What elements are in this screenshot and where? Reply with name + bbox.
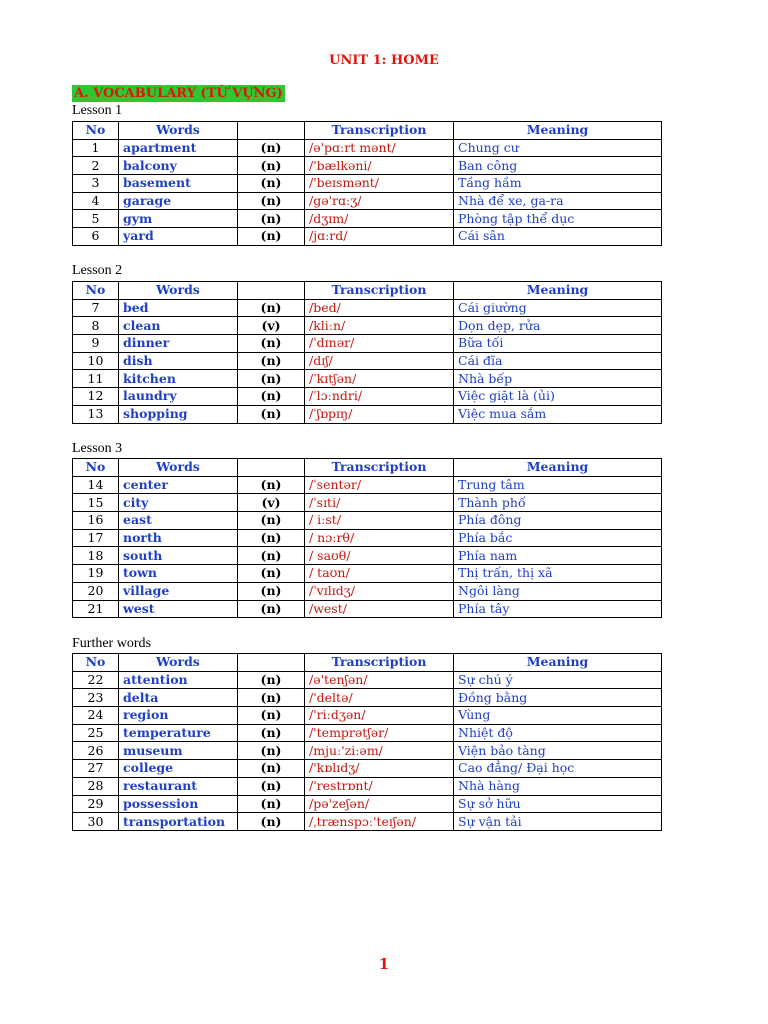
table-row (73, 335, 662, 353)
cell-part-of-speech: (n) (238, 157, 305, 175)
cell-transcription: /ˈdɪnər/ (305, 335, 454, 353)
cell-transcription: /bed/ (305, 299, 454, 317)
table-row (73, 582, 662, 600)
cell-transcription: /ˌtrænspɔː'teɪʃən/ (305, 813, 454, 831)
table-row (73, 139, 662, 157)
cell-transcription: /'kɒlɪdʒ/ (305, 760, 454, 778)
cell-word: museum (119, 742, 238, 760)
cell-word: south (119, 547, 238, 565)
cell-word: center (119, 476, 238, 494)
cell-part-of-speech: (n) (238, 689, 305, 707)
cell-word: north (119, 529, 238, 547)
cell-word: temperature (119, 724, 238, 742)
cell-part-of-speech: (n) (238, 724, 305, 742)
cell-meaning: Trung tâm (454, 476, 662, 494)
header-transcription: Transcription (305, 282, 454, 300)
cell-word: delta (119, 689, 238, 707)
cell-number: 11 (73, 370, 119, 388)
table-row (73, 192, 662, 210)
cell-part-of-speech: (n) (238, 565, 305, 583)
table-row (73, 760, 662, 778)
cell-transcription: /'deltə/ (305, 689, 454, 707)
cell-transcription: /ˈlɔːndri/ (305, 388, 454, 406)
table-row (73, 600, 662, 618)
cell-word: village (119, 582, 238, 600)
cell-word: laundry (119, 388, 238, 406)
cell-part-of-speech: (n) (238, 476, 305, 494)
cell-meaning: Sự sở hữu (454, 795, 662, 813)
cell-word: gym (119, 210, 238, 228)
cell-meaning: Nhà bếp (454, 370, 662, 388)
cell-number: 23 (73, 689, 119, 707)
table-row (73, 405, 662, 423)
cell-word: east (119, 512, 238, 530)
cell-transcription: /dʒɪm/ (305, 210, 454, 228)
cell-word: garage (119, 192, 238, 210)
lesson-label: Lesson 2 (72, 263, 123, 278)
table-row (73, 494, 662, 512)
header-pos (238, 282, 305, 300)
cell-number: 30 (73, 813, 119, 831)
table-row (73, 388, 662, 406)
header-no: No (73, 654, 119, 672)
cell-number: 22 (73, 671, 119, 689)
table-header-row (73, 654, 662, 672)
cell-word: balcony (119, 157, 238, 175)
cell-word: transportation (119, 813, 238, 831)
cell-part-of-speech: (v) (238, 494, 305, 512)
cell-meaning: Phòng tập thể dục (454, 210, 662, 228)
cell-meaning: Cao đẳng/ Đại học (454, 760, 662, 778)
cell-transcription: /'beɪsmənt/ (305, 175, 454, 193)
cell-part-of-speech: (v) (238, 317, 305, 335)
header-pos (238, 654, 305, 672)
cell-transcription: /gə'rɑːʒ/ (305, 192, 454, 210)
cell-word: west (119, 600, 238, 618)
header-meaning: Meaning (454, 122, 662, 140)
cell-meaning: Phía bắc (454, 529, 662, 547)
vocabulary-table (72, 281, 662, 424)
header-pos (238, 459, 305, 477)
header-no: No (73, 459, 119, 477)
cell-meaning: Ban công (454, 157, 662, 175)
table-row (73, 671, 662, 689)
cell-word: dish (119, 352, 238, 370)
table-row (73, 724, 662, 742)
cell-number: 3 (73, 175, 119, 193)
cell-part-of-speech: (n) (238, 352, 305, 370)
cell-number: 19 (73, 565, 119, 583)
cell-part-of-speech: (n) (238, 192, 305, 210)
cell-number: 25 (73, 724, 119, 742)
header-words: Words (119, 654, 238, 672)
table-row (73, 512, 662, 530)
cell-number: 6 (73, 228, 119, 246)
header-transcription: Transcription (305, 654, 454, 672)
cell-part-of-speech: (n) (238, 547, 305, 565)
lesson-label: Lesson 3 (72, 441, 123, 456)
cell-transcription: / taʊn/ (305, 565, 454, 583)
cell-transcription: /mjuː'ziːəm/ (305, 742, 454, 760)
cell-transcription: /'restrɒnt/ (305, 777, 454, 795)
header-transcription: Transcription (305, 459, 454, 477)
vocabulary-table (72, 653, 662, 831)
cell-meaning: Vùng (454, 707, 662, 725)
cell-word: basement (119, 175, 238, 193)
cell-meaning: Chung cư (454, 139, 662, 157)
header-words: Words (119, 282, 238, 300)
cell-meaning: Viện bảo tàng (454, 742, 662, 760)
cell-meaning: Đồng bằng (454, 689, 662, 707)
table-row (73, 565, 662, 583)
cell-word: shopping (119, 405, 238, 423)
cell-transcription: /'bælkəni/ (305, 157, 454, 175)
cell-number: 27 (73, 760, 119, 778)
cell-part-of-speech: (n) (238, 405, 305, 423)
cell-number: 17 (73, 529, 119, 547)
cell-transcription: /kliːn/ (305, 317, 454, 335)
vocabulary-heading: A. VOCABULARY (TỪ VỰNG) (74, 86, 283, 101)
cell-number: 29 (73, 795, 119, 813)
table-row (73, 352, 662, 370)
cell-part-of-speech: (n) (238, 529, 305, 547)
cell-transcription: /ˈsɪti/ (305, 494, 454, 512)
cell-word: bed (119, 299, 238, 317)
cell-part-of-speech: (n) (238, 139, 305, 157)
cell-number: 7 (73, 299, 119, 317)
cell-transcription: /dɪʃ/ (305, 352, 454, 370)
cell-part-of-speech: (n) (238, 777, 305, 795)
cell-number: 14 (73, 476, 119, 494)
cell-meaning: Ngôi làng (454, 582, 662, 600)
vocabulary-table (72, 121, 662, 246)
cell-word: attention (119, 671, 238, 689)
page-number: 1 (378, 955, 390, 973)
cell-transcription: /pə'zeʃən/ (305, 795, 454, 813)
table-row (73, 157, 662, 175)
cell-meaning: Thành phố (454, 494, 662, 512)
cell-transcription: /ˈsentər/ (305, 476, 454, 494)
cell-meaning: Việc mua sắm (454, 405, 662, 423)
cell-meaning: Sự chú ý (454, 671, 662, 689)
cell-word: dinner (119, 335, 238, 353)
lesson-label: Further words (72, 636, 151, 651)
table-row (73, 777, 662, 795)
cell-number: 4 (73, 192, 119, 210)
cell-meaning: Nhà để xe, ga-ra (454, 192, 662, 210)
cell-meaning: Phía đông (454, 512, 662, 530)
cell-part-of-speech: (n) (238, 760, 305, 778)
cell-transcription: /ˈvɪlɪdʒ/ (305, 582, 454, 600)
cell-meaning: Nhà hàng (454, 777, 662, 795)
cell-word: possession (119, 795, 238, 813)
cell-number: 20 (73, 582, 119, 600)
cell-word: apartment (119, 139, 238, 157)
cell-transcription: / iːst/ (305, 512, 454, 530)
cell-number: 1 (73, 139, 119, 157)
cell-transcription: /jɑːrd/ (305, 228, 454, 246)
cell-number: 16 (73, 512, 119, 530)
cell-number: 18 (73, 547, 119, 565)
cell-part-of-speech: (n) (238, 175, 305, 193)
cell-part-of-speech: (n) (238, 600, 305, 618)
cell-part-of-speech: (n) (238, 210, 305, 228)
header-pos (238, 122, 305, 140)
header-meaning: Meaning (454, 459, 662, 477)
cell-meaning: Phía tây (454, 600, 662, 618)
cell-transcription: /ˈkɪtʃən/ (305, 370, 454, 388)
cell-part-of-speech: (n) (238, 742, 305, 760)
cell-part-of-speech: (n) (238, 707, 305, 725)
cell-number: 8 (73, 317, 119, 335)
cell-number: 21 (73, 600, 119, 618)
cell-transcription: / saʊθ/ (305, 547, 454, 565)
cell-meaning: Cái sân (454, 228, 662, 246)
cell-part-of-speech: (n) (238, 388, 305, 406)
table-row (73, 228, 662, 246)
cell-number: 10 (73, 352, 119, 370)
table-row (73, 175, 662, 193)
cell-meaning: Sự vận tải (454, 813, 662, 831)
cell-number: 24 (73, 707, 119, 725)
cell-number: 9 (73, 335, 119, 353)
cell-meaning: Bữa tối (454, 335, 662, 353)
cell-word: region (119, 707, 238, 725)
cell-number: 28 (73, 777, 119, 795)
unit-title: UNIT 1: HOME (329, 53, 439, 68)
cell-number: 12 (73, 388, 119, 406)
cell-meaning: Dọn dẹp, rửa (454, 317, 662, 335)
cell-number: 13 (73, 405, 119, 423)
cell-word: yard (119, 228, 238, 246)
vocabulary-table (72, 458, 662, 618)
cell-part-of-speech: (n) (238, 671, 305, 689)
cell-meaning: Cái giường (454, 299, 662, 317)
table-row (73, 547, 662, 565)
cell-word: town (119, 565, 238, 583)
table-row (73, 529, 662, 547)
cell-meaning: Phía nam (454, 547, 662, 565)
table-row (73, 299, 662, 317)
header-no: No (73, 282, 119, 300)
cell-word: college (119, 760, 238, 778)
cell-number: 15 (73, 494, 119, 512)
table-row (73, 795, 662, 813)
cell-meaning: Nhiệt độ (454, 724, 662, 742)
cell-meaning: Việc giặt là (ủi) (454, 388, 662, 406)
header-words: Words (119, 459, 238, 477)
cell-transcription: /ˈʃɒpɪŋ/ (305, 405, 454, 423)
cell-word: clean (119, 317, 238, 335)
table-row (73, 689, 662, 707)
cell-part-of-speech: (n) (238, 299, 305, 317)
header-words: Words (119, 122, 238, 140)
table-row (73, 317, 662, 335)
cell-part-of-speech: (n) (238, 813, 305, 831)
cell-transcription: /ə'pɑːrt mənt/ (305, 139, 454, 157)
cell-word: kitchen (119, 370, 238, 388)
table-row (73, 707, 662, 725)
cell-transcription: /'riːdʒən/ (305, 707, 454, 725)
table-header-row (73, 459, 662, 477)
cell-transcription: / nɔːrθ/ (305, 529, 454, 547)
cell-part-of-speech: (n) (238, 228, 305, 246)
cell-part-of-speech: (n) (238, 370, 305, 388)
cell-word: city (119, 494, 238, 512)
cell-transcription: /west/ (305, 600, 454, 618)
header-transcription: Transcription (305, 122, 454, 140)
cell-transcription: /ə'tenʃən/ (305, 671, 454, 689)
table-row (73, 742, 662, 760)
table-row (73, 476, 662, 494)
cell-part-of-speech: (n) (238, 582, 305, 600)
table-header-row (73, 282, 662, 300)
cell-number: 5 (73, 210, 119, 228)
table-row (73, 813, 662, 831)
cell-number: 2 (73, 157, 119, 175)
table-row (73, 370, 662, 388)
cell-word: restaurant (119, 777, 238, 795)
cell-part-of-speech: (n) (238, 512, 305, 530)
cell-meaning: Tầng hầm (454, 175, 662, 193)
header-meaning: Meaning (454, 654, 662, 672)
cell-meaning: Thị trấn, thị xã (454, 565, 662, 583)
cell-part-of-speech: (n) (238, 795, 305, 813)
lesson-label: Lesson 1 (72, 103, 123, 118)
table-header-row (73, 122, 662, 140)
cell-meaning: Cái đĩa (454, 352, 662, 370)
cell-transcription: /'temprətʃər/ (305, 724, 454, 742)
header-meaning: Meaning (454, 282, 662, 300)
table-row (73, 210, 662, 228)
cell-number: 26 (73, 742, 119, 760)
header-no: No (73, 122, 119, 140)
cell-part-of-speech: (n) (238, 335, 305, 353)
